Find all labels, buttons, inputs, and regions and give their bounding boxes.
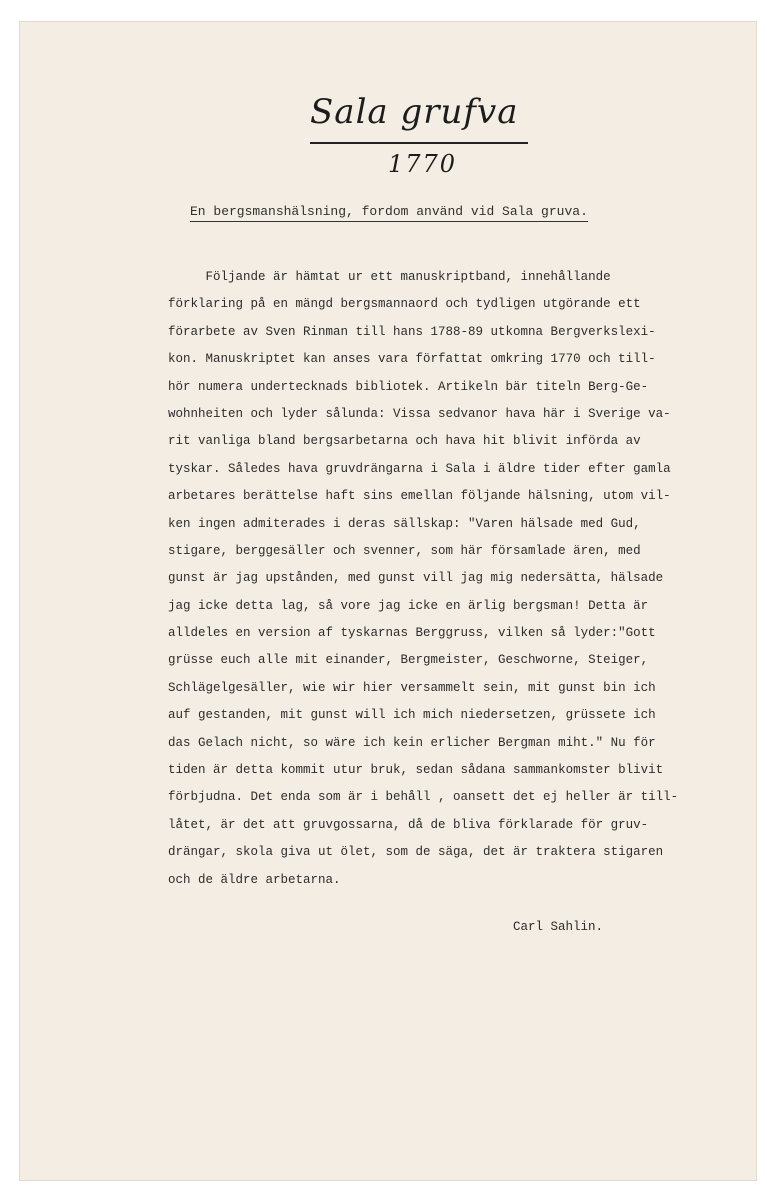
body-line: tyskar. Således hava gruvdrängarna i Sala i äldre tider efter gamla: [168, 461, 671, 476]
body-line: drängar, skola giva ut ölet, som de säga, det är traktera stigaren: [168, 845, 664, 860]
body-line: gunst är jag upstånden, med gunst vill jag mig nedersätta, hälsade: [168, 571, 664, 586]
body-line: jag icke detta lag, så vore jag icke en ärlig bergsman! Detta är: [168, 598, 649, 613]
body-line: Schlägelgesäller, wie wir hier versammelt sein, mit gunst bin ich: [168, 680, 656, 695]
subheading: En bergsmanshälsning, fordom använd vid Sala gruva.: [190, 204, 588, 222]
body-line: grüsse euch alle mit einander, Bergmeister, Geschworne, Steiger,: [168, 653, 649, 668]
handwritten-title: Sala grufva: [310, 92, 519, 132]
body-line: ken ingen admiterades i deras sällskap: "Varen hälsade med Gud,: [168, 516, 641, 531]
body-line: stigare, berggesäller och svenner, som här församlade ären, med: [168, 543, 641, 558]
body-line: arbetares berättelse haft sins emellan följande hälsning, utom vil-: [168, 489, 671, 504]
body-line: wohnheiten och lyder sålunda: Vissa sedvanor hava här i Sverige va-: [168, 406, 671, 421]
handwritten-year: 1770: [388, 150, 458, 178]
body-line: kon. Manuskriptet kan anses vara författat omkring 1770 och till-: [168, 352, 656, 367]
body-line: förklaring på en mängd bergsmannaord och tydligen utgörande ett: [168, 297, 641, 312]
body-line: das Gelach nicht, so wäre ich kein erlicher Bergman miht." Nu för: [168, 735, 656, 750]
body-line: Följande är hämtat ur ett manuskriptband, innehållande: [168, 270, 611, 284]
body-line: förbjudna. Det enda som är i behåll , oansett det ej heller är till-: [168, 790, 679, 805]
body-line: tiden är detta kommit utur bruk, sedan sådana sammankomster blivit: [168, 763, 664, 778]
body-line: alldeles en version af tyskarnas Berggruss, vilken så lyder:"Gott: [168, 626, 656, 641]
body-line: hör numera undertecknads bibliotek. Artikeln bär titeln Berg-Ge-: [168, 379, 649, 394]
title-underline: [310, 142, 528, 144]
body-line: förarbete av Sven Rinman till hans 1788-89 utkomna Bergverkslexi-: [168, 324, 656, 339]
body-line: låtet, är det att gruvgossarna, då de bliva förklarade för gruv-: [168, 817, 649, 832]
signature: Carl Sahlin.: [513, 920, 604, 934]
body-line: auf gestanden, mit gunst will ich mich niedersetzen, grüssete ich: [168, 708, 656, 723]
body-text: [168, 264, 728, 894]
body-line: rit vanliga bland bergsarbetarna och hava hit blivit införda av: [168, 434, 641, 449]
body-line: och de äldre arbetarna.: [168, 872, 341, 887]
